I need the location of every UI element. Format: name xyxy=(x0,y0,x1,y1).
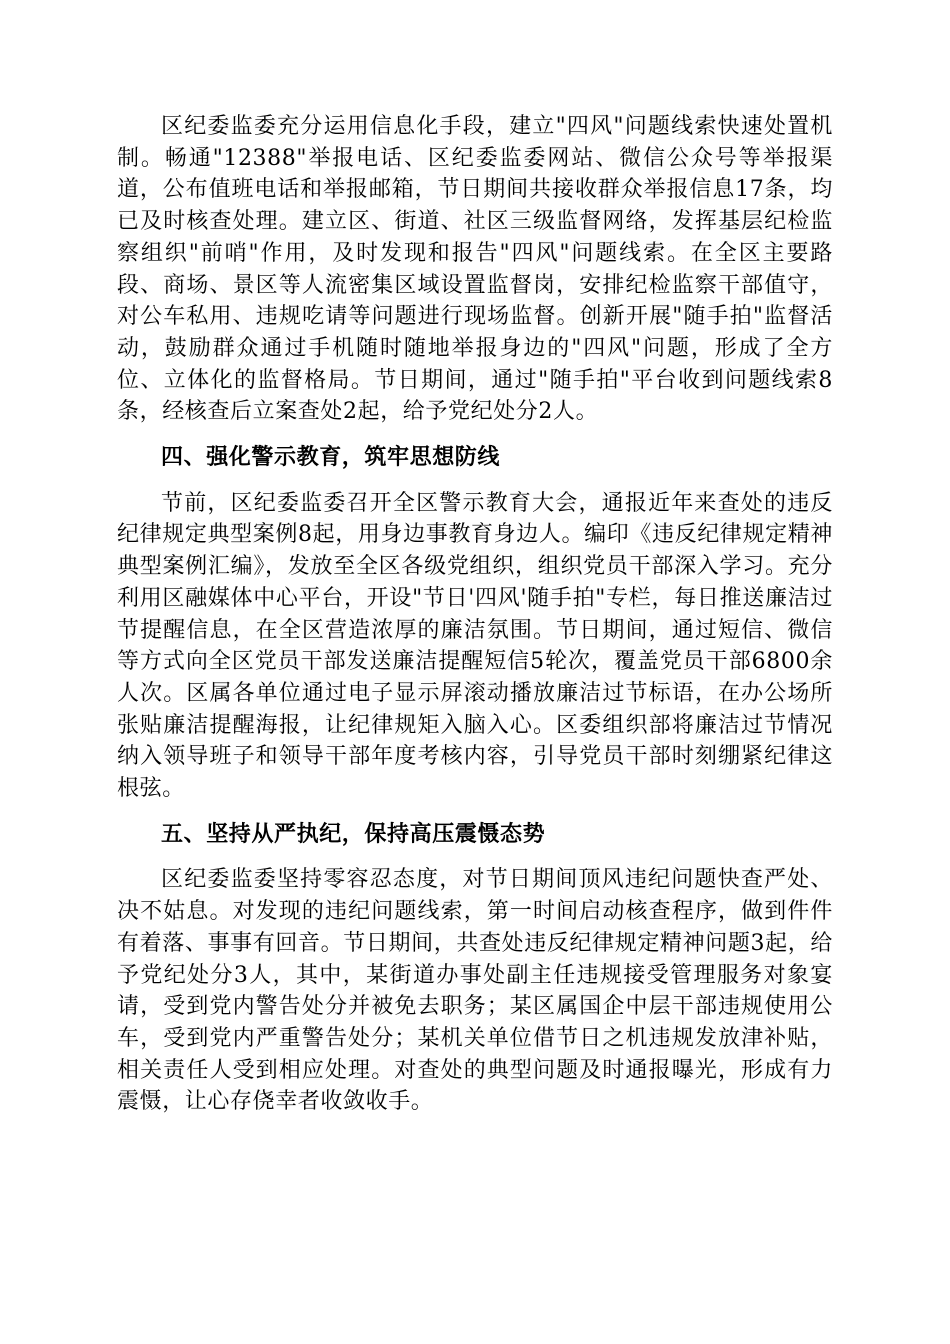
body-paragraph-strict-discipline: 区纪委监委坚持零容忍态度，对节日期间顶风违纪问题快查严处、决不姑息。对发现的违纪问题线索，第一时间启动核查程序，做到件件有着落、事事有回音。节日期间，共查处违反纪律规定精神问题3起，给予党纪处分3人，其中，某街道办事处副主任违规接受管理服务对象宴请，受到党内警告处分并被免去职务；某区属国企中层干部违规使用公车，受到党内严重警告处分；某机关单位借节日之机违规发放津补贴，相关责任人受到相应处理。对查处的典型问题及时通报曝光，形成有力震慑，让心存侥幸者收敛收手。 xyxy=(117,867,833,1115)
section-heading-strict-discipline: 五、坚持从严执纪，保持高压震慑态势 xyxy=(161,821,546,847)
document-page xyxy=(117,111,833,1118)
body-paragraph-info-reporting: 区纪委监委充分运用信息化手段，建立"四风"问题线索快速处置机制。畅通"12388"举报电话、区纪委监委网站、微信公众号等举报渠道，公布值班电话和举报邮箱，节日期间共接收群众举报信息17条，均已及时核查处理。建立区、街道、社区三级监督网络，发挥基层纪检监察组织"前哨"作用，及时发现和报告"四风"问题线索。在全区主要路段、商场、景区等人流密集区域设置监督岗，安排纪检监察干部值守，对公车私用、违规吃请等问题进行现场监督。创新开展"随手拍"监督活动，鼓励群众通过手机随时随地举报身边的"四风"问题，形成了全方位、立体化的监督格局。节日期间，通过"随手拍"平台收到问题线索8条，经核查后立案查处2起，给予党纪处分2人。 xyxy=(117,114,833,425)
section-heading-warning-education: 四、强化警示教育，筑牢思想防线 xyxy=(161,445,501,471)
body-paragraph-warning-education: 节前，区纪委监委召开全区警示教育大会，通报近年来查处的违反纪律规定典型案例8起，用身边事教育身边人。编印《违反纪律规定精神典型案例汇编》，发放至全区各级党组织，组织党员干部深入学习。充分利用区融媒体中心平台，开设"节日'四风'随手拍"专栏，每日推送廉洁过节提醒信息，在全区营造浓厚的廉洁氛围。节日期间，通过短信、微信等方式向全区党员干部发送廉洁提醒短信5轮次，覆盖党员干部6800余人次。区属各单位通过电子显示屏滚动播放廉洁过节标语，在办公场所张贴廉洁提醒海报，让纪律规矩入脑入心。区委组织部将廉洁过节情况纳入领导班子和领导干部年度考核内容，引导党员干部时刻绷紧纪律这根弦。 xyxy=(117,490,833,802)
